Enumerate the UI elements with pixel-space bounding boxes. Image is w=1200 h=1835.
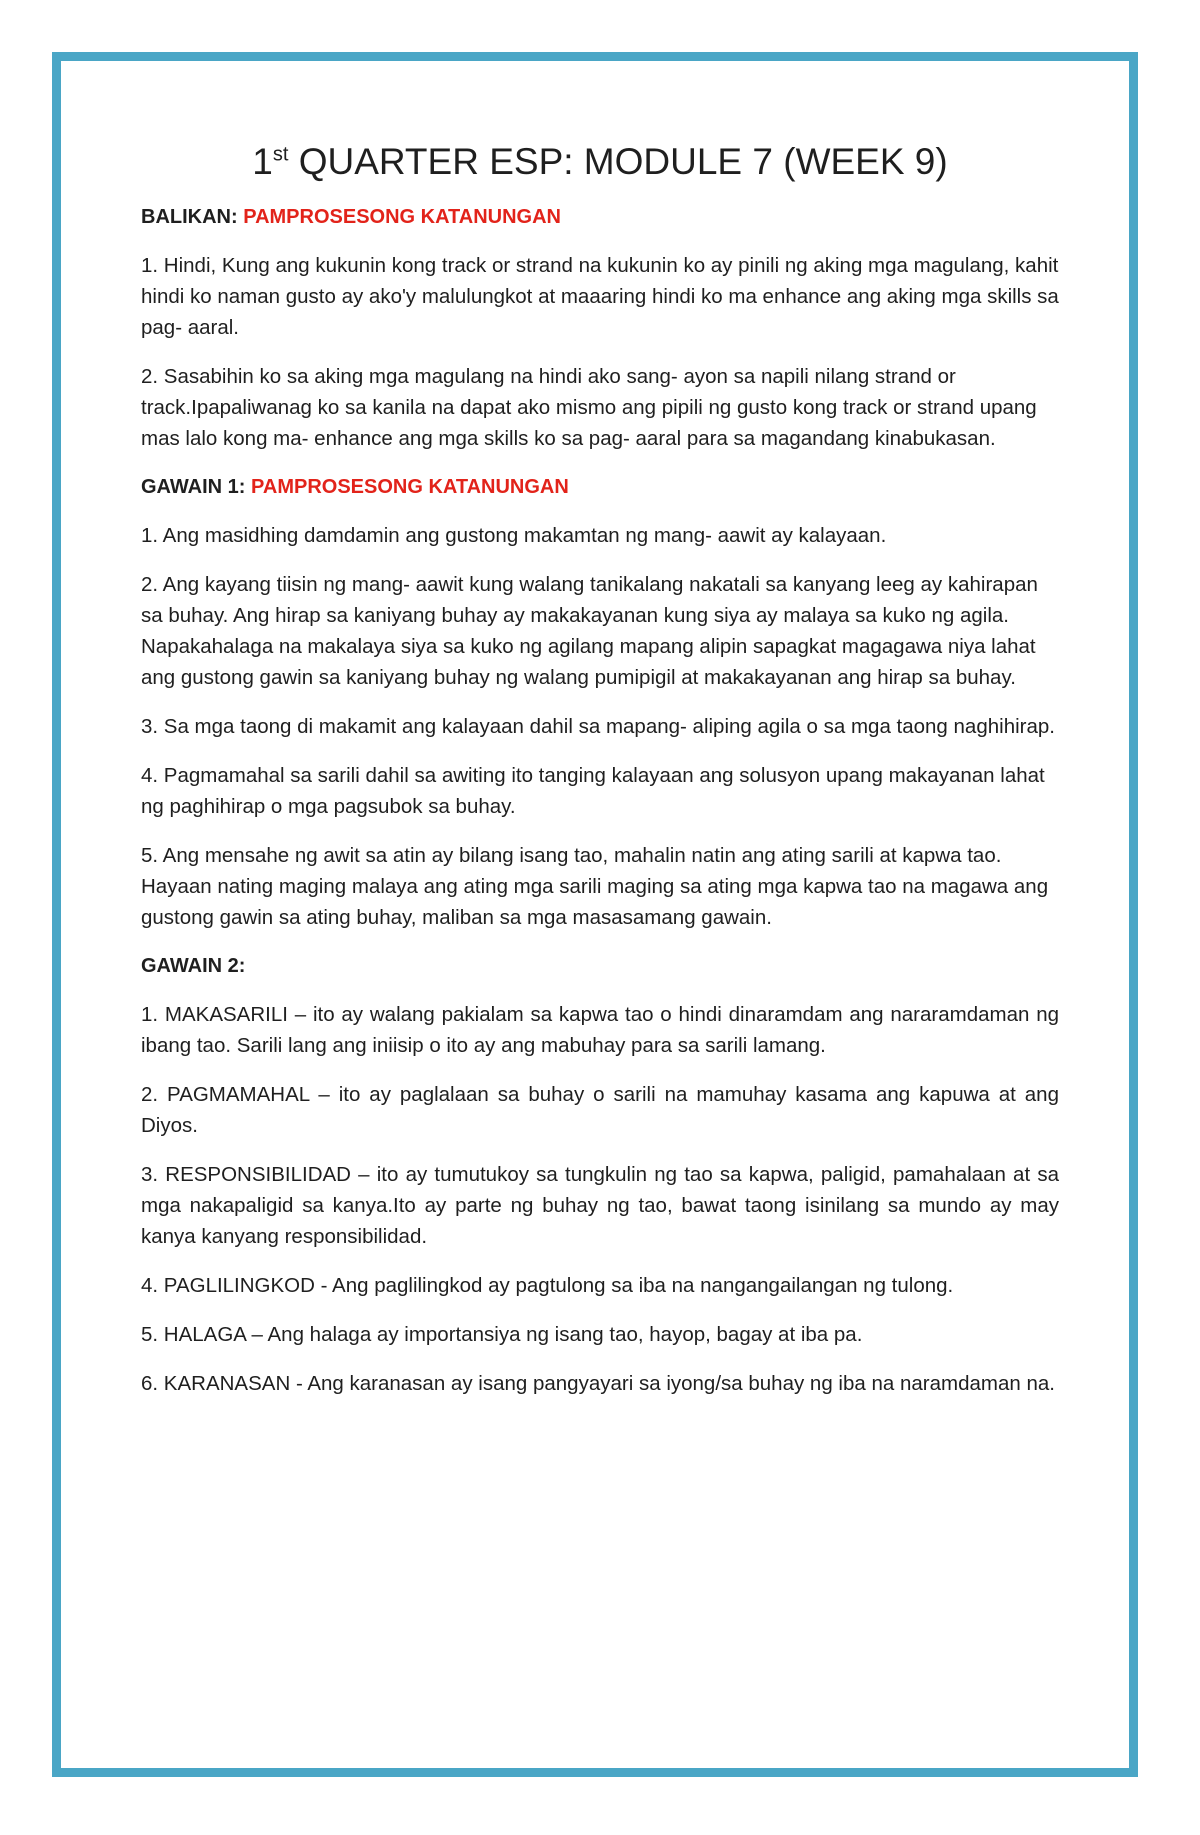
balikan-answer-2: 2. Sasabihin ko sa aking mga magulang na hindi ako sang- ayon sa napili nilang strand or track.Ipapaliwanag ko sa kanila na dapat ako mismo ang pipili ng gusto kong track or strand upang mas lalo kong ma- enhance ang mga skills ko sa pag- aaral para sa magandang kinabukasan. (141, 365, 1037, 450)
gawain-2-item-5: 5. HALAGA – Ang halaga ay importansiya ng isang tao, hayop, bagay at iba pa. (141, 1323, 863, 1346)
gawain-1-answer-2: 2. Ang kayang tiisin ng mang- aawit kung walang tanikalang nakatali sa kanyang leeg ay kahirapan sa buhay. Ang hirap sa kaniyang buhay ay makakayanan kung siya ay malaya sa kuko ng agila. Napakahalaga na makalaya siya sa kuko ng agilang mapang alipin sapagkat magagawa niya lahat ang gustong gawin sa kaniyang buhay ng walang pumipigil at makakayanan ang hirap sa buhay. (141, 573, 1038, 689)
gawain-2-item-3: 3. RESPONSIBILIDAD – ito ay tumutukoy sa tungkulin ng tao sa kapwa, paligid, pamahalaan at sa mga nakapaligid sa kanya.Ito ay parte ng buhay ng tao, bawat taong isinilang sa mundo ay may kanya kanyang responsibilidad. (141, 1163, 1059, 1248)
gawain-1-answer-4: 4. Pagmamahal sa sarili dahil sa awiting ito tanging kalayaan ang solusyon upang makayanan lahat ng paghihirap o mga pagsubok sa buhay. (141, 764, 1045, 818)
gawain-1-answer-3: 3. Sa mga taong di makamit ang kalayaan dahil sa mapang- aliping agila o sa mga taong naghihirap. (141, 715, 1055, 738)
section-heading-gawain-1 (141, 472, 1059, 503)
section-heading-balikan (141, 202, 1059, 233)
document-body (141, 140, 1059, 1417)
section-heading-label: GAWAIN 1: (141, 476, 252, 498)
title-ordinal-suffix: st (272, 143, 289, 166)
section-heading-gawain-2 (141, 951, 1059, 982)
gawain-2-item-4: 4. PAGLILINGKOD - Ang paglilingkod ay pagtulong sa iba na nangangailangan ng tulong. (141, 1274, 954, 1297)
section-heading-label: BALIKAN: (141, 206, 244, 228)
title-ordinal-number: 1 (252, 141, 273, 182)
gawain-2-item-1: 1. MAKASARILI – ito ay walang pakialam sa kapwa tao o hindi dinaramdam ang nararamdaman ng ibang tao. Sarili lang ang iniisip o ito ay ang mabuhay para sa sarili lamang. (141, 1003, 1059, 1057)
section-heading-accent: PAMPROSESONG KATANUNGAN (251, 476, 569, 498)
gawain-1-answer-1: 1. Ang masidhing damdamin ang gustong makamtan ng mang- aawit ay kalayaan. (141, 524, 887, 547)
balikan-answer-1: 1. Hindi, Kung ang kukunin kong track or strand na kukunin ko ay pinili ng aking mga magulang, kahit hindi ko naman gusto ay ako'y malulungkot at maaaring hindi ko ma enhance ang aking mga skills sa pag- aaral. (141, 254, 1059, 339)
title-text: QUARTER ESP: MODULE 7 (WEEK 9) (288, 141, 948, 182)
gawain-1-answer-5: 5. Ang mensahe ng awit sa atin ay bilang isang tao, mahalin natin ang ating sarili at kapwa tao. Hayaan nating maging malaya ang ating mga sarili maging sa ating mga kapwa tao na magawa ang gustong gawin sa ating buhay, maliban sa mga masasamang gawain. (141, 844, 1049, 929)
page-title (141, 140, 1059, 184)
section-heading-accent: PAMPROSESONG KATANUNGAN (243, 206, 562, 228)
gawain-2-item-2: 2. PAGMAMAHAL – ito ay paglalaan sa buhay o sarili na mamuhay kasama ang kapuwa at ang Diyos. (141, 1083, 1059, 1137)
section-heading-label: GAWAIN 2: (141, 955, 246, 977)
gawain-2-item-6: 6. KARANASAN - Ang karanasan ay isang pangyayari sa iyong/sa buhay ng iba na naramdaman na. (141, 1372, 1055, 1395)
